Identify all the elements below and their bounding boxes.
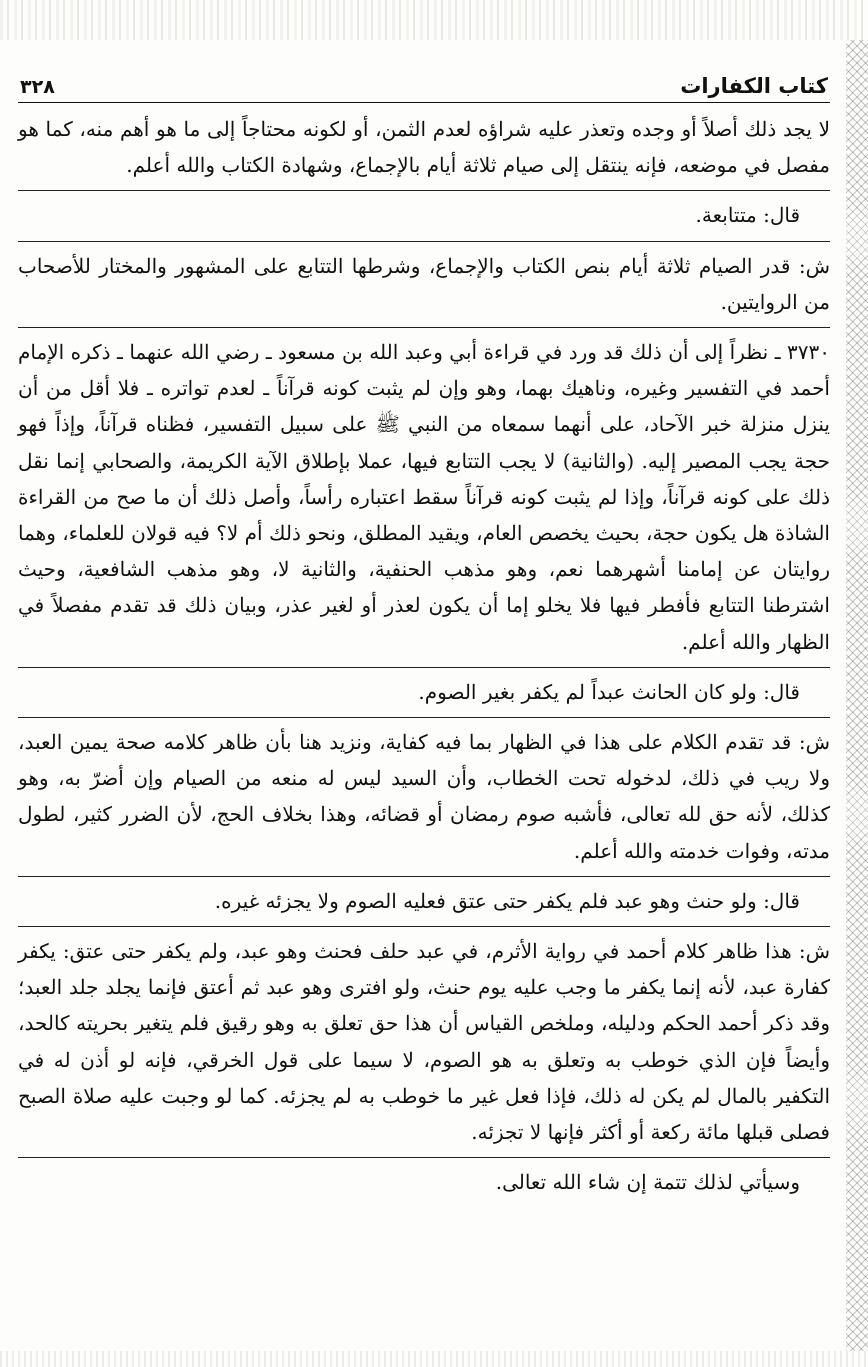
paragraph-sharh-3: ش: هذا ظاهر كلام أحمد في رواية الأثرم، في عبد حلف فحنث وهو عبد، ولم يكفر حتى عتق: يكفر كفارة عبد، لأنه إنما يكفر ما وجب عليه يوم حنث، ولو افترى وهو عبد ثم أعتق فإنما يجلد جلد العبد؛ وقد ذكر أحمد الحكم ودليله، وملخص القياس أن هذا حق تعلق به وهو رقيق فلم يتغير بحريته كالحد، وأيضاً فإن الذي خوطب به وتعلق به هو الصوم، لا سيما على قول الخرقي، فإنه لو أذن له في التكفير بالمال لم يكن له ذلك، فإذا فعل غير ما خوطب به لم يجزئه. كما لو وجبت عليه صلاة الصبح فصلى قبلها مائة ركعة أو أكثر فإنها لا تجزئه. xyxy=(18,927,830,1158)
page-number: ٣٢٨ xyxy=(20,76,55,98)
scan-noise-top xyxy=(0,0,868,40)
paragraph-continuation: لا يجد ذلك أصلاً أو وجده وتعذر عليه شراؤه لعدم الثمن، أو لكونه محتاجاً إلى ما هو أهم منه، كما هو مفصل في موضعه، فإنه ينتقل إلى صيام ثلاثة أيام بالإجماع، وشهادة الكتاب والله أعلم. xyxy=(18,103,830,191)
scan-noise-bottom xyxy=(0,1351,868,1367)
book-page xyxy=(18,62,830,1352)
paragraph-hadith-3730: ٣٧٣٠ ـ نظراً إلى أن ذلك قد ورد في قراءة أبي وعبد الله بن مسعود ـ رضي الله عنهما ـ ذكره الإمام أحمد في التفسير وغيره، وناهيك بهما، وهو وإن لم يثبت كونه قرآناً ـ لعدم تواتره ـ فلا أقل من أن ينزل منزلة خبر الآحاد، على أنهما سمعاه من النبي ﷺ على سبيل التفسير، فظناه قرآناً، وإذاً فهو حجة يجب المصير إليه. (والثانية) لا يجب التتابع فيها، عملا بإطلاق الآية الكريمة، والصحابي إنما نقل ذلك على كونه قرآناً، وإذا لم يثبت كونه قرآناً سقط اعتباره رأساً، وأصل ذلك أن ما صح من القراءة الشاذة هل يكون حجة، بحيث يخصص العام، ويقيد المطلق، ونحو ذلك أم لا؟ فيه قولان للعلماء، وهما روايتان عن إمامنا أشهرهما نعم، وهو مذهب الحنفية، والثانية لا، وهو مذهب الشافعية، وحيث اشترطنا التتابع فأفطر فيها فلا يخلو إما أن يكون لعذر أو لغير عذر، وبيان ذلك قد تقدم مفصلاً في الظهار والله أعلم. xyxy=(18,328,830,668)
paragraph-matn-2: قال: ولو كان الحانث عبداً لم يكفر بغير الصوم. xyxy=(18,668,830,718)
page-body xyxy=(18,103,830,1207)
running-header xyxy=(18,62,830,103)
page-border-ornament xyxy=(846,40,868,1351)
paragraph-matn-1: قال: متتابعة. xyxy=(18,191,830,241)
paragraph-closing: وسيأتي لذلك تتمة إن شاء الله تعالى. xyxy=(495,1170,800,1195)
book-title: كتاب الكفارات xyxy=(680,74,828,98)
paragraph-sharh-1: ش: قدر الصيام ثلاثة أيام بنص الكتاب والإجماع، وشرطها التتابع على المشهور والمختار للأصحاب من الروايتين. xyxy=(18,242,830,328)
paragraph-matn-3: قال: ولو حنث وهو عبد فلم يكفر حتى عتق فعليه الصوم ولا يجزئه غيره. xyxy=(18,877,830,927)
paragraph-sharh-2: ش: قد تقدم الكلام على هذا في الظهار بما فيه كفاية، ونزيد هنا بأن ظاهر كلامه صحة يمين العبد، ولا ريب في ذلك، لدخوله تحت الخطاب، وأن السيد ليس له منعه من الصيام وإن أضرّ به، وهو كذلك، لأنه حق لله تعالى، فأشبه صوم رمضان أو قضائه، وهذا بخلاف الحج، لأن الضرر كثير، لطول مدته، وفوات خدمته والله أعلم. xyxy=(18,718,830,877)
